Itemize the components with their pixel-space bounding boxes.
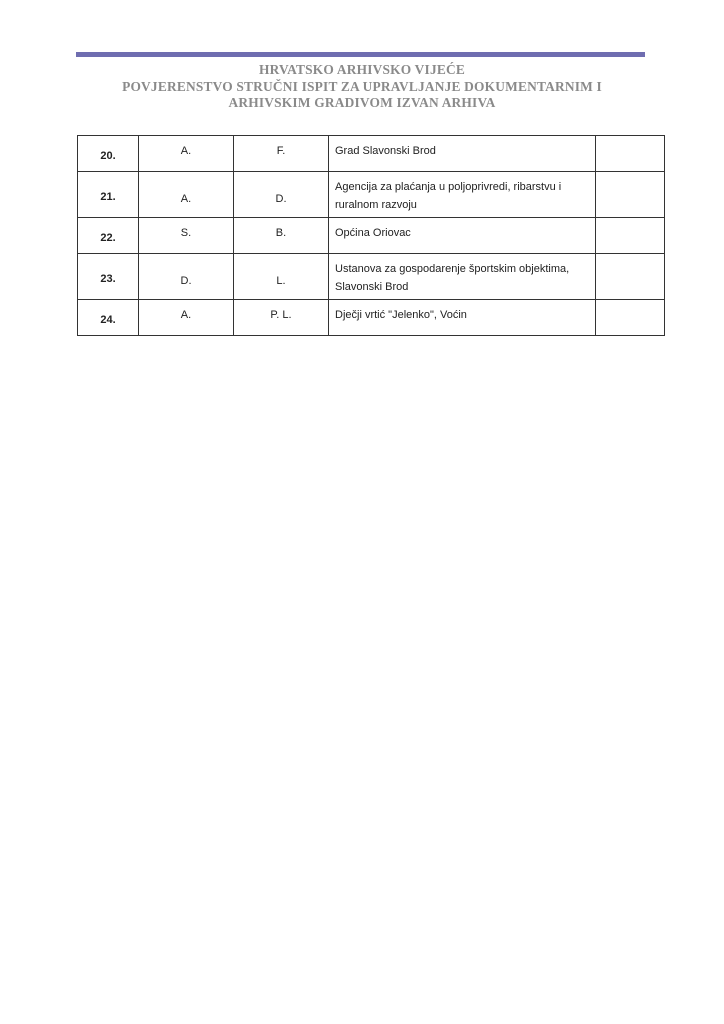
blank-cell <box>596 136 665 172</box>
institution-name: Dječji vrtić "Jelenko", Voćin <box>329 300 596 336</box>
blank-cell <box>596 300 665 336</box>
row-number: 24. <box>78 300 139 336</box>
table-row <box>78 136 665 172</box>
institution-name: Općina Oriovac <box>329 218 596 254</box>
header-line-3: ARHIVSKIM GRADIVOM IZVAN ARHIVA <box>228 95 496 110</box>
row-number: 20. <box>78 136 139 172</box>
row-number: 23. <box>78 254 139 300</box>
row-number: 22. <box>78 218 139 254</box>
table-row <box>78 300 665 336</box>
blank-cell <box>596 172 665 218</box>
initial-first: A. <box>139 136 234 172</box>
initial-first: A. <box>139 172 234 218</box>
table-row <box>78 218 665 254</box>
header-rule <box>76 52 645 57</box>
candidate-table <box>77 135 665 336</box>
blank-cell <box>596 218 665 254</box>
initial-first: S. <box>139 218 234 254</box>
initial-last: B. <box>234 218 329 254</box>
header-line-1: HRVATSKO ARHIVSKO VIJEĆE <box>259 62 465 77</box>
initial-last: P. L. <box>234 300 329 336</box>
initial-first: A. <box>139 300 234 336</box>
initial-last: F. <box>234 136 329 172</box>
table-row <box>78 172 665 218</box>
institution-name: Grad Slavonski Brod <box>329 136 596 172</box>
initial-last: L. <box>234 254 329 300</box>
initial-first: D. <box>139 254 234 300</box>
document-header <box>60 62 664 112</box>
table-row <box>78 254 665 300</box>
header-line-2: POVJERENSTVO STRUČNI ISPIT ZA UPRAVLJANJE DOKUMENTARNIM I <box>122 78 602 94</box>
institution-name: Ustanova za gospodarenje športskim objektima, Slavonski Brod <box>329 254 596 300</box>
blank-cell <box>596 254 665 300</box>
initial-last: D. <box>234 172 329 218</box>
institution-name: Agencija za plaćanja u poljoprivredi, ribarstvu i ruralnom razvoju <box>329 172 596 218</box>
row-number: 21. <box>78 172 139 218</box>
